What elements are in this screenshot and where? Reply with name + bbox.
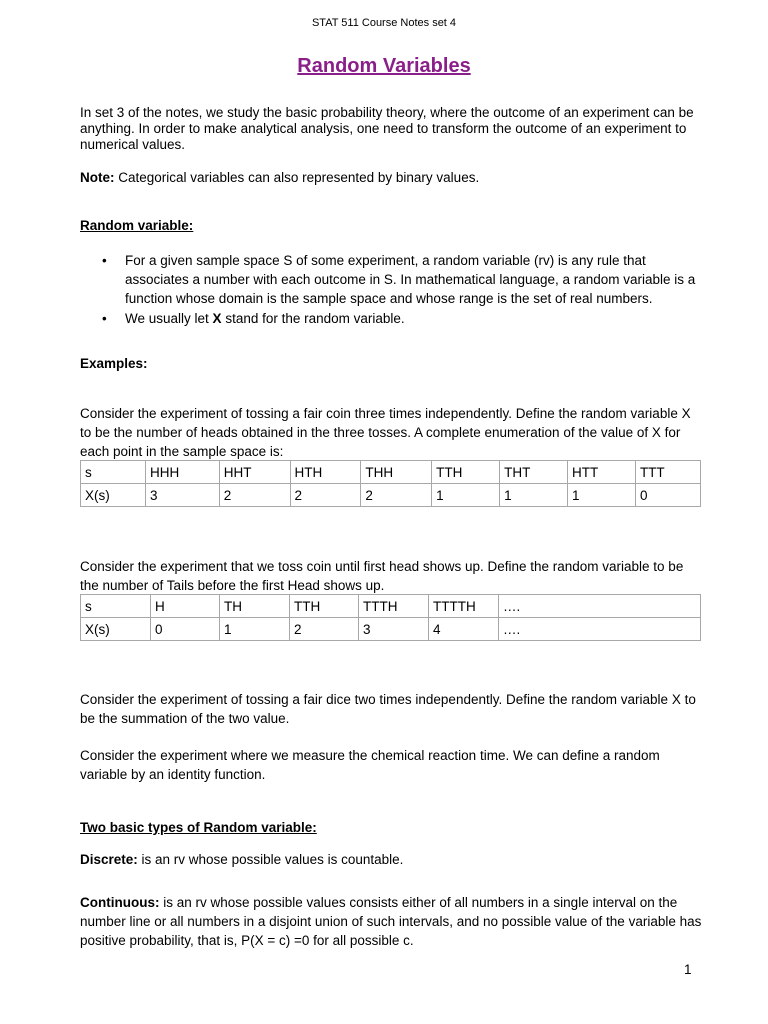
continuous-text: is an rv whose possible values consists either of all numbers in a single interval on the number line or all numbers in a disjoint union of such intervals, and no possible value of the variable has positive probability, that is, P(X = c) =0 for all possible c. (80, 895, 702, 948)
discrete-label: Discrete: (80, 852, 138, 867)
table-row (81, 595, 701, 618)
table-cell: TTT (635, 461, 700, 484)
table-cell: THH (361, 461, 432, 484)
rv-bullet-list (100, 251, 700, 329)
table-cell: X(s) (81, 618, 151, 641)
types-heading: Two basic types of Random variable: (80, 820, 317, 835)
table-cell: 4 (429, 618, 499, 641)
table-cell: TTH (432, 461, 500, 484)
table-cell: s (81, 595, 151, 618)
continuous-label: Continuous: (80, 895, 160, 910)
table-cell: 3 (359, 618, 429, 641)
bullet-text-bold: X (212, 311, 222, 326)
table-cell: 0 (635, 484, 700, 507)
table-row (81, 461, 701, 484)
tails-before-head-table (80, 594, 701, 641)
table-cell: …. (499, 618, 701, 641)
table-cell: 1 (568, 484, 636, 507)
example3-paragraph: Consider the experiment of tossing a fair dice two times independently. Define the random variable X to be the summation of the two value. (80, 692, 696, 726)
coin-toss-table (80, 460, 701, 507)
table-cell: 2 (219, 484, 290, 507)
table-cell: H (151, 595, 220, 618)
table-cell: HHT (219, 461, 290, 484)
page-number: 1 (684, 962, 692, 977)
table-cell: s (81, 461, 146, 484)
table-cell: 1 (500, 484, 568, 507)
list-item (100, 309, 700, 328)
example1-paragraph: Consider the experiment of tossing a fair coin three times independently. Define the random variable X to be the number of heads obtained in the three tosses. A complete enumeration of the value of X for each point in the sample space is: (80, 406, 691, 459)
bullet-icon: • (102, 311, 107, 326)
discrete-paragraph (80, 852, 702, 868)
table-cell: …. (499, 595, 701, 618)
table-cell: HTH (290, 461, 361, 484)
bullet-text-pre: We usually let (125, 311, 213, 326)
table-cell: 2 (290, 618, 359, 641)
rv-heading: Random variable: (80, 218, 194, 233)
table-row (81, 484, 701, 507)
table-cell: X(s) (81, 484, 146, 507)
list-item (100, 251, 700, 308)
table-cell: THT (500, 461, 568, 484)
page-header: STAT 511 Course Notes set 4 (311, 17, 457, 29)
bullet-text-post: stand for the random variable. (221, 311, 405, 326)
note-paragraph (80, 170, 702, 186)
note-label: Note: (80, 170, 115, 185)
examples-heading: Examples: (80, 356, 148, 371)
table-cell: TTTH (359, 595, 429, 618)
table-cell: TTH (290, 595, 359, 618)
intro-paragraph: In set 3 of the notes, we study the basic probability theory, where the outcome of an experiment can be anything. In order to make analytical analysis, one need to transform the outcome of an experiment to numerical values. (80, 105, 694, 152)
table-cell: 1 (220, 618, 290, 641)
table-cell: 2 (290, 484, 361, 507)
discrete-text: is an rv whose possible values is countable. (137, 852, 404, 867)
table-cell: TH (220, 595, 290, 618)
example4-paragraph: Consider the experiment where we measure the chemical reaction time. We can define a random variable by an identity function. (80, 748, 660, 782)
example2-paragraph: Consider the experiment that we toss coin until first head shows up. Define the random variable to be the number of Tails before the first Head shows up. (80, 559, 684, 593)
page-title: Random Variables (297, 55, 471, 77)
table-cell: HHH (146, 461, 220, 484)
table-cell: HTT (568, 461, 636, 484)
continuous-paragraph (80, 893, 702, 950)
table-cell: TTTTH (429, 595, 499, 618)
note-text: Categorical variables can also represented by binary values. (114, 170, 480, 185)
bullet-icon: • (102, 253, 107, 268)
table-cell: 1 (432, 484, 500, 507)
table-cell: 0 (151, 618, 220, 641)
bullet-text: For a given sample space S of some experiment, a random variable (rv) is any rule that associates a number with each outcome in S. In mathematical language, a random variable is a function whose domain is the sample space and whose range is the set of real numbers. (125, 253, 696, 306)
table-row (81, 618, 701, 641)
table-cell: 2 (361, 484, 432, 507)
table-cell: 3 (146, 484, 220, 507)
